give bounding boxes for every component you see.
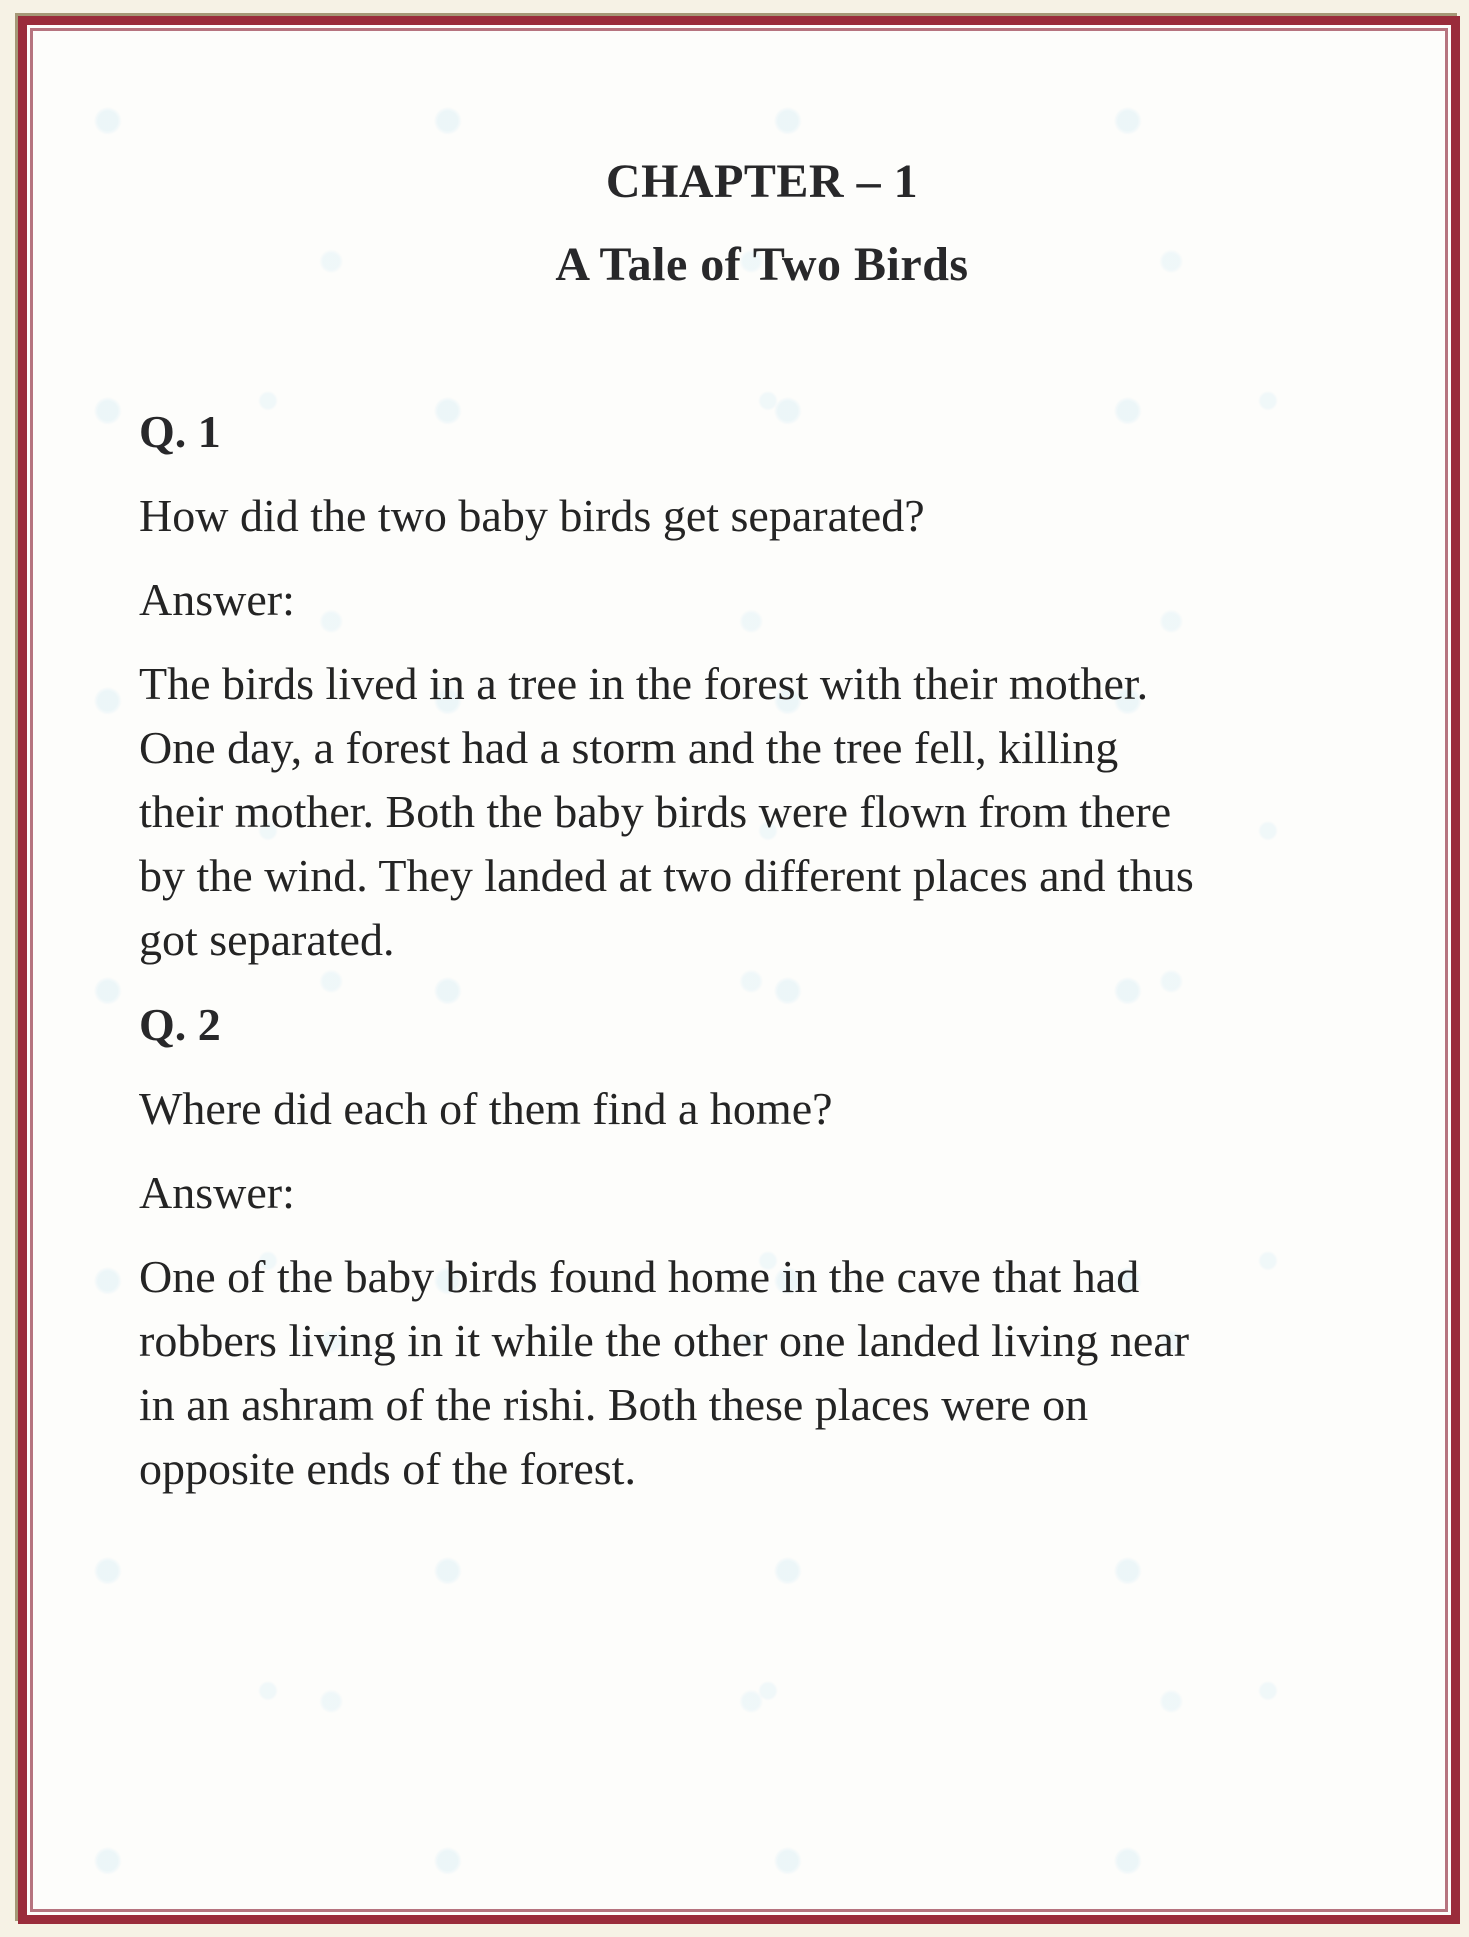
paper-content — [33, 31, 1445, 1909]
question-text: Where did each of them find a home? — [139, 1083, 833, 1134]
answer-line: The birds lived in a tree in the forest with their mother. — [139, 658, 1149, 709]
answer-line: One day, a forest had a storm and the tree fell, killing — [139, 722, 1119, 773]
answer-line: One of the baby birds found home in the cave that had — [139, 1251, 1140, 1302]
chapter-header — [139, 31, 1385, 298]
chapter-subtitle: A Tale of Two Birds — [555, 238, 969, 291]
outer-border-frame — [18, 16, 1460, 1924]
chapter-title: CHAPTER – 1 — [605, 155, 919, 208]
answer-paragraph — [139, 652, 1385, 972]
qa-block-1 — [139, 400, 1385, 972]
answer-line: opposite ends of the forest. — [139, 1443, 636, 1494]
answer-label: Answer: — [139, 574, 295, 625]
answer-paragraph — [139, 1245, 1385, 1501]
answer-label: Answer: — [139, 1167, 295, 1218]
answer-line: got separated. — [139, 914, 395, 965]
question-text: How did the two baby birds get separated? — [139, 490, 925, 541]
inner-border-frame — [30, 28, 1448, 1912]
qa-block-2 — [139, 993, 1385, 1501]
answer-line: their mother. Both the baby birds were flown from there — [139, 786, 1172, 837]
answer-line: by the wind. They landed at two different places and thus — [139, 850, 1194, 901]
answer-line: robbers living in it while the other one landed living near — [139, 1315, 1190, 1366]
answer-line: in an ashram of the rishi. Both these places were on — [139, 1379, 1089, 1430]
question-number: Q. 2 — [139, 999, 221, 1050]
question-number: Q. 1 — [139, 406, 221, 457]
